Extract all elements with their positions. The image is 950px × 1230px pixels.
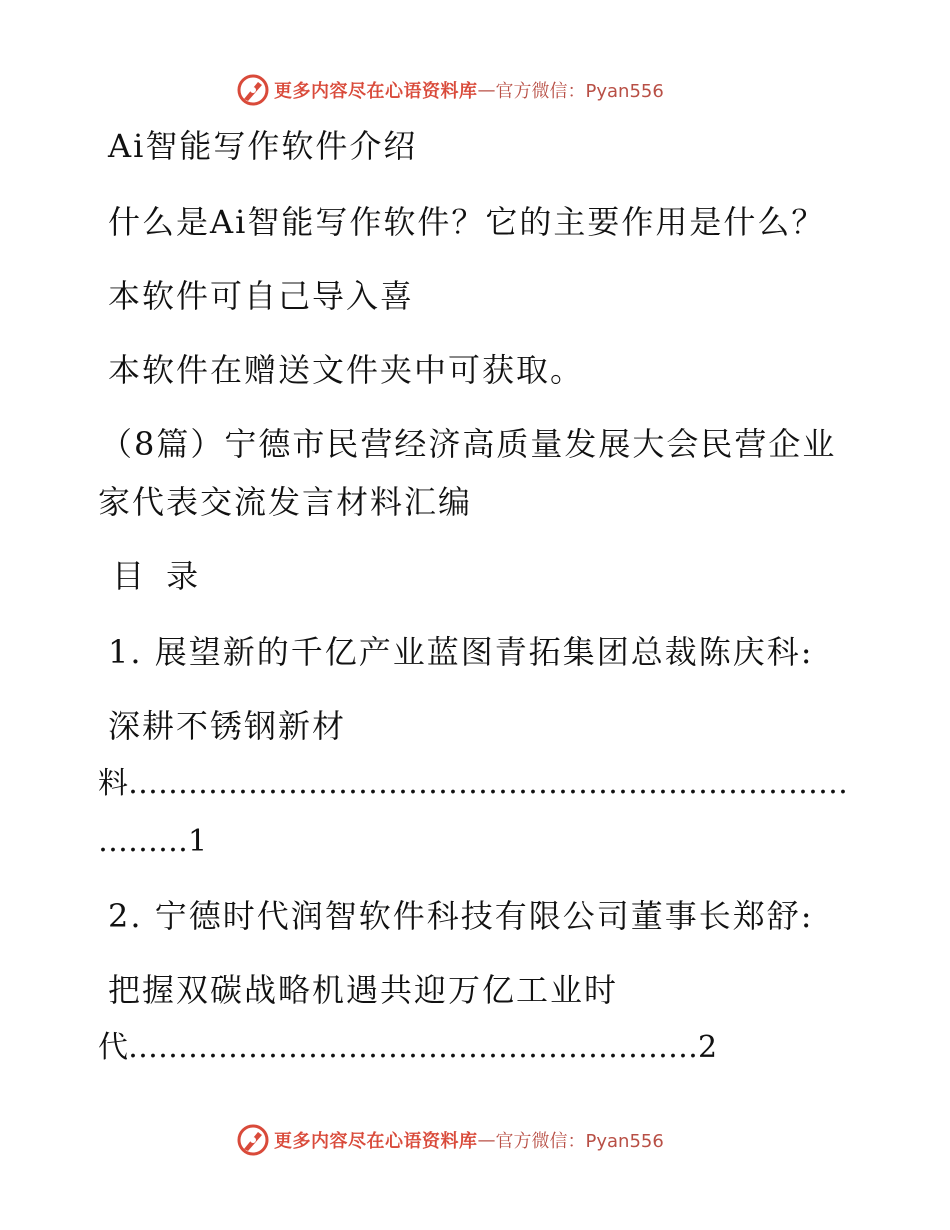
toc-item-1-page: ………1 bbox=[98, 824, 208, 859]
doc-line-question: 什么是Ai智能写作软件？它的主要作用是什么？ bbox=[108, 203, 826, 241]
watermark-wechat: 官方微信：Pyan556 bbox=[495, 81, 664, 102]
doc-line-intro-title: Ai智能写作软件介绍 bbox=[108, 127, 418, 165]
toc-item-1-subtitle: 深耕不锈钢新材 bbox=[108, 707, 347, 745]
pen-logo-icon bbox=[236, 1123, 270, 1157]
toc-item-1-title: 1. 展望新的千亿产业蓝图青拓集团总裁陈庆科: bbox=[108, 633, 814, 671]
doc-title-line-1: （8篇）宁德市民营经济高质量发展大会民营企业 bbox=[100, 425, 837, 463]
watermark-separator: — bbox=[477, 79, 496, 101]
doc-title-line-2: 家代表交流发言材料汇编 bbox=[98, 483, 473, 521]
watermark-brand: 更多内容尽在心语资料库 bbox=[274, 81, 478, 102]
doc-line-gift-folder: 本软件在赠送文件夹中可获取。 bbox=[108, 351, 585, 389]
header-watermark bbox=[236, 70, 716, 110]
toc-item-1-leader: 料……………………………………………………………… bbox=[98, 766, 848, 801]
toc-item-2-title: 2. 宁德时代润智软件科技有限公司董事长郑舒: bbox=[108, 897, 814, 935]
toc-item-2-subtitle: 把握双碳战略机遇共迎万亿工业时 bbox=[108, 971, 619, 1009]
doc-line-import: 本软件可自己导入喜 bbox=[108, 277, 415, 315]
pen-logo-icon bbox=[236, 73, 270, 107]
watermark-wechat: 官方微信：Pyan556 bbox=[495, 1131, 664, 1152]
footer-watermark bbox=[236, 1120, 716, 1160]
toc-item-2-leader: 代…………………………………………………2 bbox=[98, 1030, 718, 1065]
watermark-brand: 更多内容尽在心语资料库 bbox=[274, 1131, 478, 1152]
watermark-separator: — bbox=[477, 1129, 496, 1151]
toc-heading: 目 录 bbox=[112, 557, 205, 595]
